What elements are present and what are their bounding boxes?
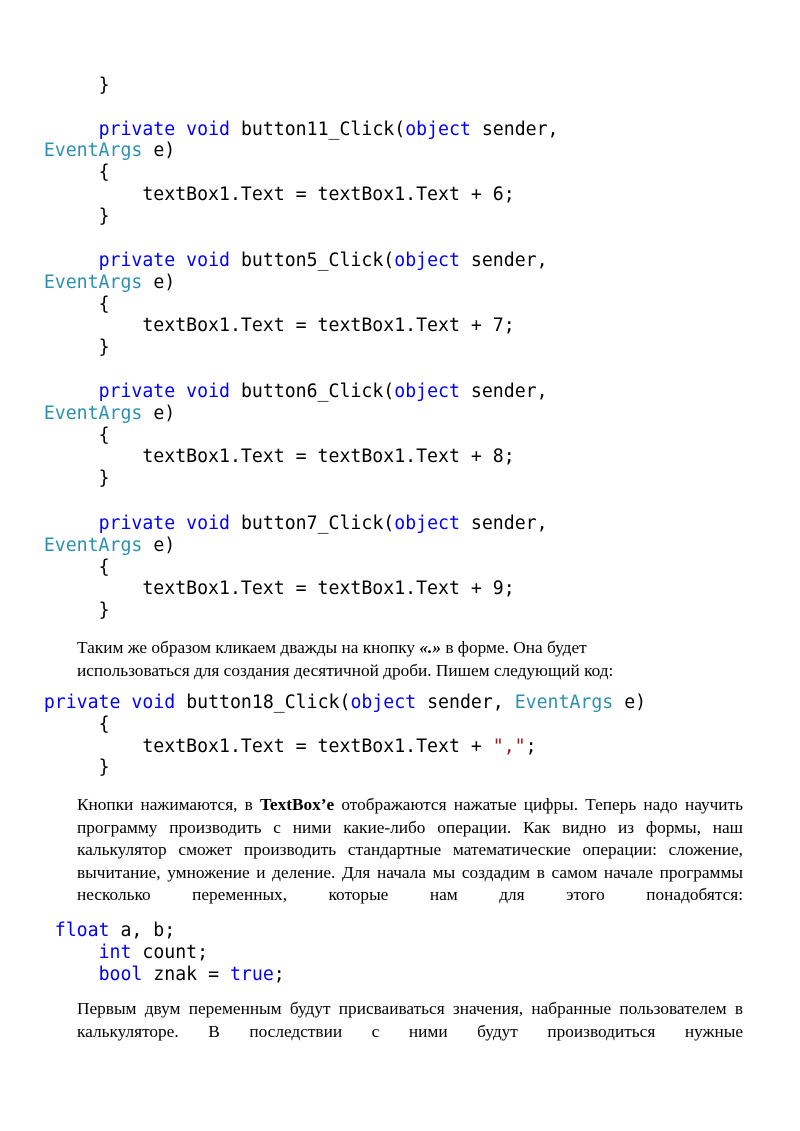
keyword: void [186, 381, 230, 402]
keyword: object [394, 250, 460, 271]
paragraph-line: использоваться для создания десятичной дроби. Пишем следующий код: [77, 660, 614, 680]
code-line: } [98, 337, 110, 359]
code-line: textBox1.Text = textBox1.Text + 7; [142, 315, 515, 337]
code-line: } [98, 205, 110, 227]
code-line: { [98, 293, 110, 315]
keyword: bool [98, 963, 143, 985]
code-line: int count; [98, 941, 209, 963]
code-line: textBox1.Text = textBox1.Text + ","; [142, 735, 537, 757]
code-line: private void button6_Click(object sender, [98, 381, 548, 402]
type-name: EventArgs [43, 140, 143, 162]
type-name: EventArgs [43, 534, 143, 556]
code-line: bool znak = true; [98, 963, 285, 985]
paragraph-operations: Кнопки нажимаются, в TextBox’е отображаются нажатые цифры. Теперь надо научить программу производить с ними какие-либо операции. Как видно из формы, наш калькулятор сможет производить стандартные математические операции: сложение, вычитание, умножение и деление. Для начала мы создадим в самом начале программы несколько переменных, которые нам для этого понадобятся: [77, 795, 743, 905]
keyword: object [405, 118, 471, 140]
keyword: void [186, 118, 230, 140]
keyword: object [350, 692, 417, 713]
type-name: EventArgs [43, 271, 143, 293]
string-literal: "," [492, 735, 526, 757]
code-block-button7 [0, 513, 548, 622]
paragraph-decimal-button [77, 637, 743, 682]
code-line: textBox1.Text = textBox1.Text + 6; [142, 183, 515, 205]
code-line: private void button11_Click(object sender, [98, 118, 559, 140]
keyword: void [186, 513, 230, 534]
code-line: { [98, 556, 110, 578]
code-line: EventArgs e) [43, 271, 176, 293]
keyword: int [98, 941, 132, 963]
code-line: textBox1.Text = textBox1.Text + 9; [142, 578, 515, 600]
keyword: void [131, 692, 176, 713]
keyword: private [43, 692, 121, 713]
code-block-button18 [0, 692, 646, 779]
keyword: private [98, 250, 176, 271]
code-line: EventArgs e) [43, 534, 176, 556]
code-block-button5 [0, 250, 548, 359]
paragraph-line: Таким же образом кликаем дважды на кнопку «.» в форме. Она будет [77, 638, 587, 657]
keyword: private [98, 118, 176, 140]
code-block-variables [0, 920, 285, 985]
type-name: EventArgs [514, 692, 614, 713]
code-block-button6 [0, 381, 548, 490]
keyword: private [98, 381, 176, 402]
keyword: true [229, 963, 274, 985]
code-line: { [98, 713, 110, 735]
code-line: private void button18_Click(object sender, EventArgs e) [43, 692, 647, 713]
code-line: } [98, 468, 110, 490]
keyword: private [98, 513, 176, 534]
code-block-button11 [0, 75, 559, 228]
code-line: } [98, 75, 110, 96]
keyword: object [394, 381, 460, 402]
code-line: { [98, 424, 110, 446]
type-name: EventArgs [43, 402, 143, 424]
code-line: } [98, 757, 110, 779]
keyword: object [394, 513, 460, 534]
code-line: EventArgs e) [43, 402, 176, 424]
code-line: private void button5_Click(object sender, [98, 250, 548, 271]
code-line: float a, b; [54, 920, 176, 941]
code-line: textBox1.Text = textBox1.Text + 8; [142, 446, 515, 468]
keyword: void [186, 250, 230, 271]
code-line: private void button7_Click(object sender, [98, 513, 548, 534]
keyword: float [54, 920, 110, 941]
code-line: { [98, 162, 110, 184]
code-line: } [98, 600, 110, 622]
paragraph-variables-explanation: Первым двум переменным будут присваиваться значения, набранные пользователем в калькуляторе. В последствии с ними будут производиться нужные [77, 999, 743, 1041]
code-line: EventArgs e) [43, 140, 176, 162]
